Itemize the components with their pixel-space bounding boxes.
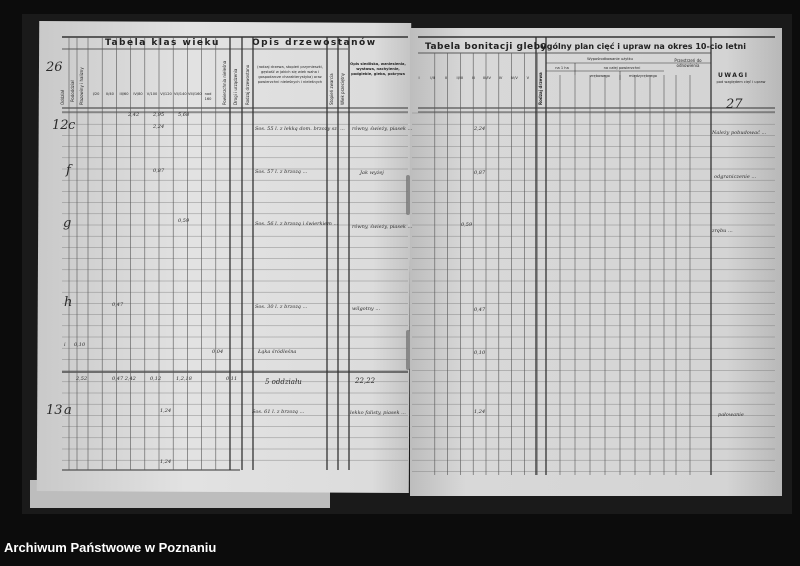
soil-class-header: I <box>418 76 420 80</box>
entry-section: 13 <box>46 403 63 418</box>
entry-sub: c <box>68 118 76 133</box>
sum-value: 2,52 <box>76 376 88 382</box>
sum-value: 1,2,18 <box>176 376 192 382</box>
col-tree-species: Rodzaj drzewa <box>538 72 543 105</box>
entry-value: 2,42 <box>128 112 140 118</box>
site-description: równy, świeży, piasek ... <box>352 126 413 132</box>
page-number-left: 26 <box>46 60 63 75</box>
per-ha-header: na 1 ha <box>555 66 569 70</box>
site-description: 22,22 <box>355 377 376 385</box>
archive-caption: Archiwum Państwowe w Poznaniu <box>4 540 217 555</box>
site-header: Opis siedliska, wzniesienia, wystawa, nachylenie, podglebie, gleba, pokrywa <box>350 62 406 76</box>
remark-note: zrębu ... <box>712 228 733 234</box>
entry-value: 2,95 <box>153 112 165 118</box>
stand-description: Sos. 56 l. z brzozą i świerkiem ... <box>255 221 339 227</box>
stand-description: Sos. 30 l. z brzozą ... <box>255 304 308 310</box>
entry-value: 0,10 <box>74 342 86 348</box>
entry-value: 1,24 <box>160 408 172 414</box>
site-description: lekko falisty, piasek ... <box>350 410 406 416</box>
entry-value: 0,59 <box>178 218 190 224</box>
soil-value: 0,59 <box>461 222 473 228</box>
total-value: 1,24 <box>160 459 172 465</box>
age-class-header: IV/80 <box>133 92 143 96</box>
page-number-right: 27 <box>726 97 743 112</box>
age-class-header: VII/140 <box>174 92 187 96</box>
whole-area-header: na całej powierzchni <box>603 66 641 70</box>
stand-description: Sos. 55 l. z lekką dom. brzozy sz. ... <box>255 126 345 132</box>
sum-value: 0,12 <box>150 376 162 382</box>
age-class-header: VIII/160 <box>188 92 202 96</box>
plan-title: Ogólny plan cięć i upraw na okres 10-cio letni <box>540 42 746 51</box>
stand-description-title: Opis drzewostanów <box>252 38 377 48</box>
col-oddzial: Oddział <box>60 89 65 105</box>
site-description: równy, świeży, piasek ... <box>352 224 413 230</box>
site-description: Jak wyżej <box>360 170 384 176</box>
entry-section: 12 <box>52 118 69 133</box>
soil-class-header: I/II <box>430 76 435 80</box>
age-class-header: III/60 <box>119 92 129 96</box>
soil-value: 0,47 <box>474 307 486 313</box>
col-roads: Drogi i urządzenia <box>233 68 238 105</box>
soil-value: 2,24 <box>474 126 486 132</box>
remark-note: Należy pobudować ... <box>712 130 767 136</box>
entry-value: 0,47 <box>112 302 124 308</box>
age-class-header: VI/120 <box>160 92 172 96</box>
entry-sub: g <box>63 216 72 231</box>
stand-desc-header: (rodzaj drzewa, stopień przymieszki, gęstość w jakich się wiek waha i gospodarcze charakterystyka) oraz powierzchni nieleśnych i nieleśnych <box>257 65 323 84</box>
col-species: Rodzaj drzewostanu <box>245 64 250 105</box>
sum-value: 0,11 <box>226 376 238 382</box>
soil-table-title: Tabela bonitacji gleby <box>425 42 547 52</box>
entry-value: 2,24 <box>153 124 165 130</box>
soil-class-header: III <box>471 76 475 80</box>
sum-value: 0,47 2,42 <box>112 376 136 382</box>
harvest-header: Wypośrodkowanie użytku <box>587 57 633 61</box>
soil-class-header: V <box>526 76 530 80</box>
site-description: wilgotny ... <box>352 306 381 312</box>
age-class-table-title: Tabela klas wieku <box>105 38 220 48</box>
remark-note: odgraniczenie ... <box>714 174 757 180</box>
entry-sub: f <box>66 163 71 178</box>
entry-value: 0,87 <box>153 168 165 174</box>
remarks-title: UWAGI <box>718 72 749 79</box>
soil-class-header: II <box>445 76 448 80</box>
entry-sub: h <box>64 295 73 310</box>
stand-description: Sos. 57 l. z brzozą ... <box>255 169 308 175</box>
intermediate-header: międzyrębnego <box>629 74 657 78</box>
remarks-subtitle: pod względem cięć i upraw <box>716 80 766 84</box>
regen-header: Przestrzeń do odnowienia <box>674 58 702 68</box>
soil-class-header: IV <box>498 76 503 80</box>
stand-description: Łąka śródleśna <box>258 349 297 355</box>
soil-value: 0,87 <box>474 170 486 176</box>
remark-note: pałowanie <box>718 412 744 418</box>
age-class-header: nad 160 <box>204 92 212 101</box>
stand-description: Sos. 61 l. z brzozą ... <box>252 409 305 415</box>
soil-class-header: II/III <box>456 76 464 80</box>
soil-class-header: IV/V <box>510 76 518 80</box>
soil-value: 0,10 <box>474 350 486 356</box>
entry-value: 0,04 <box>212 349 224 355</box>
entry-sub: a <box>64 403 72 418</box>
soil-class-header: III/IV <box>483 76 491 80</box>
col-density: Stopień zwarcia <box>329 73 334 105</box>
col-nonforest: Powierzchnia nieleśna <box>222 60 227 105</box>
age-class-header: II/40 <box>106 92 114 96</box>
col-age: Wiek przeciętny <box>340 72 345 105</box>
stand-description: 5 oddziału <box>265 378 302 386</box>
entry-value: 5,68 <box>178 112 190 118</box>
clearcut-header: zrębowego <box>590 74 610 78</box>
soil-value: 1,24 <box>474 409 486 415</box>
age-class-header: V/100 <box>146 92 158 96</box>
entry-sub: i <box>64 342 66 348</box>
col-area: Płazowiny i halizny <box>79 67 84 105</box>
col-pododdzial: Pododdział <box>70 80 75 102</box>
age-class-header: I/20 <box>92 92 100 96</box>
